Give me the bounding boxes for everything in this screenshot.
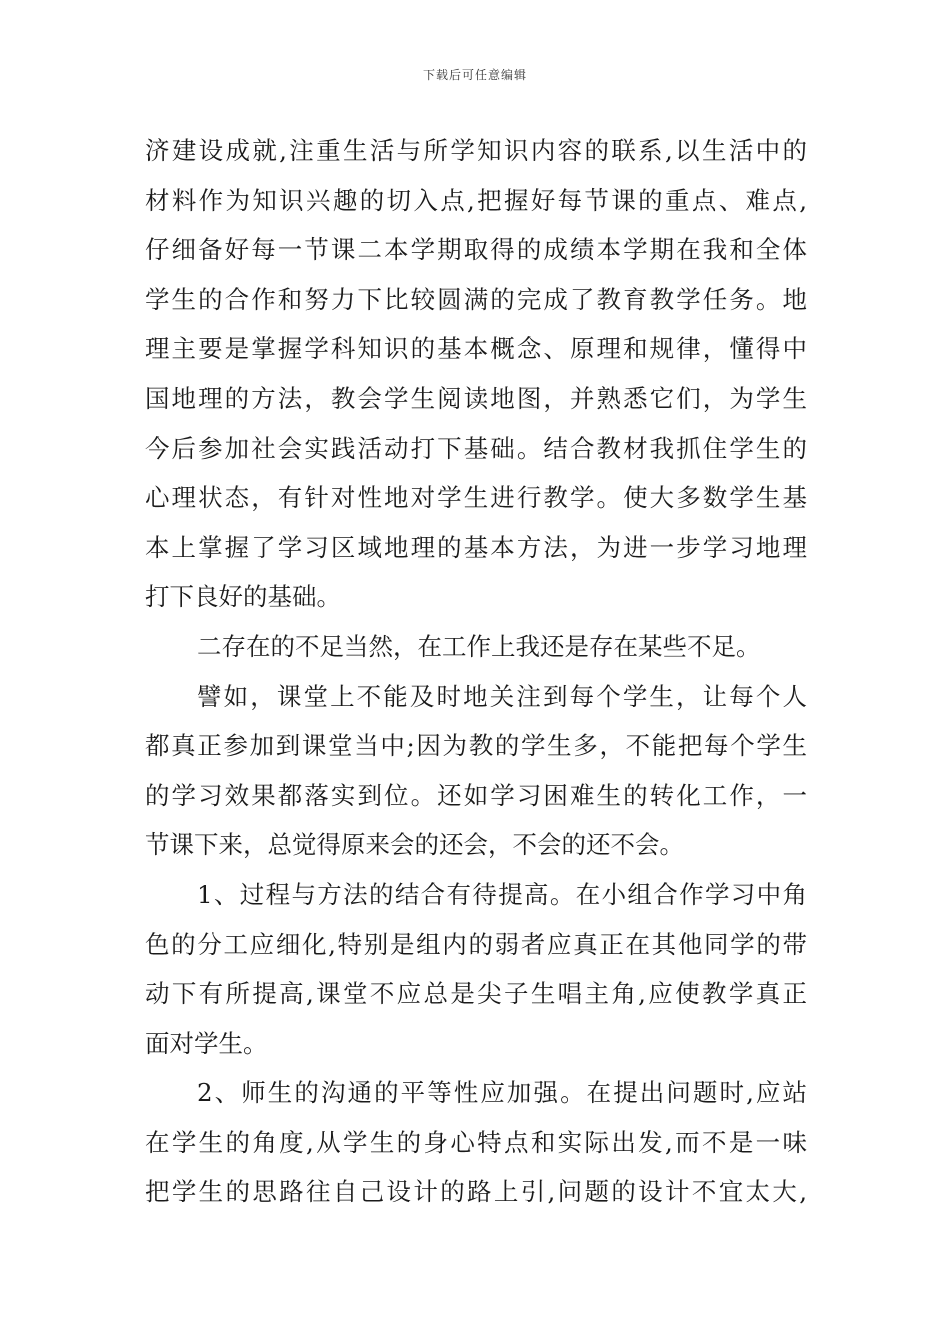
text-line: 二存在的不足当然，在工作上我还是存在某些不足。 [197, 631, 761, 661]
text-line: 1、过程与方法的结合有待提高。在小组合作学习中角 [197, 879, 807, 909]
document-body [145, 126, 807, 1217]
text-line: 济建设成就,注重生活与所学知识内容的联系,以生活中的 [145, 136, 807, 165]
text-line: 今后参加社会实践活动打下基础。结合教材我抓住学生的 [145, 433, 807, 463]
text-line: 心理状态，有针对性地对学生进行教学。使大多数学生基 [145, 483, 807, 513]
text-line: 本上掌握了学习区域地理的基本方法，为进一步学习地理 [145, 532, 807, 562]
text-line: 都真正参加到课堂当中;因为教的学生多，不能把每个学生 [145, 731, 807, 761]
text-line: 理主要是掌握学科知识的基本概念、原理和规律，懂得中 [145, 334, 807, 364]
text-line: 学生的合作和努力下比较圆满的完成了教育教学任务。地 [145, 284, 807, 314]
text-line: 在学生的角度,从学生的身心特点和实际出发,而不是一味 [145, 1127, 807, 1157]
text-line: 节课下来，总觉得原来会的还会，不会的还不会。 [145, 830, 684, 860]
text-line: 材料作为知识兴趣的切入点,把握好每节课的重点、难点, [145, 185, 807, 215]
text-line: 动下有所提高,课堂不应总是尖子生唱主角,应使教学真正 [145, 979, 807, 1009]
text-line: 国地理的方法，教会学生阅读地图，并熟悉它们，为学生 [145, 383, 807, 413]
text-line: 打下良好的基础。 [145, 582, 341, 612]
text-line: 譬如，课堂上不能及时地关注到每个学生，让每个人 [197, 681, 807, 711]
text-line: 的学习效果都落实到位。还如学习困难生的转化工作，一 [145, 780, 807, 810]
text-line: 2、师生的沟通的平等性应加强。在提出问题时,应站 [197, 1078, 807, 1108]
page-header: 下载后可任意编辑 [422, 68, 527, 82]
text-line: 色的分工应细化,特别是组内的弱者应真正在其他同学的带 [145, 929, 807, 959]
text-line: 面对学生。 [145, 1028, 268, 1058]
text-line: 把学生的思路往自己设计的路上引,问题的设计不宜太大, [145, 1177, 807, 1207]
text-line: 仔细备好每一节课二本学期取得的成绩本学期在我和全体 [145, 235, 807, 265]
